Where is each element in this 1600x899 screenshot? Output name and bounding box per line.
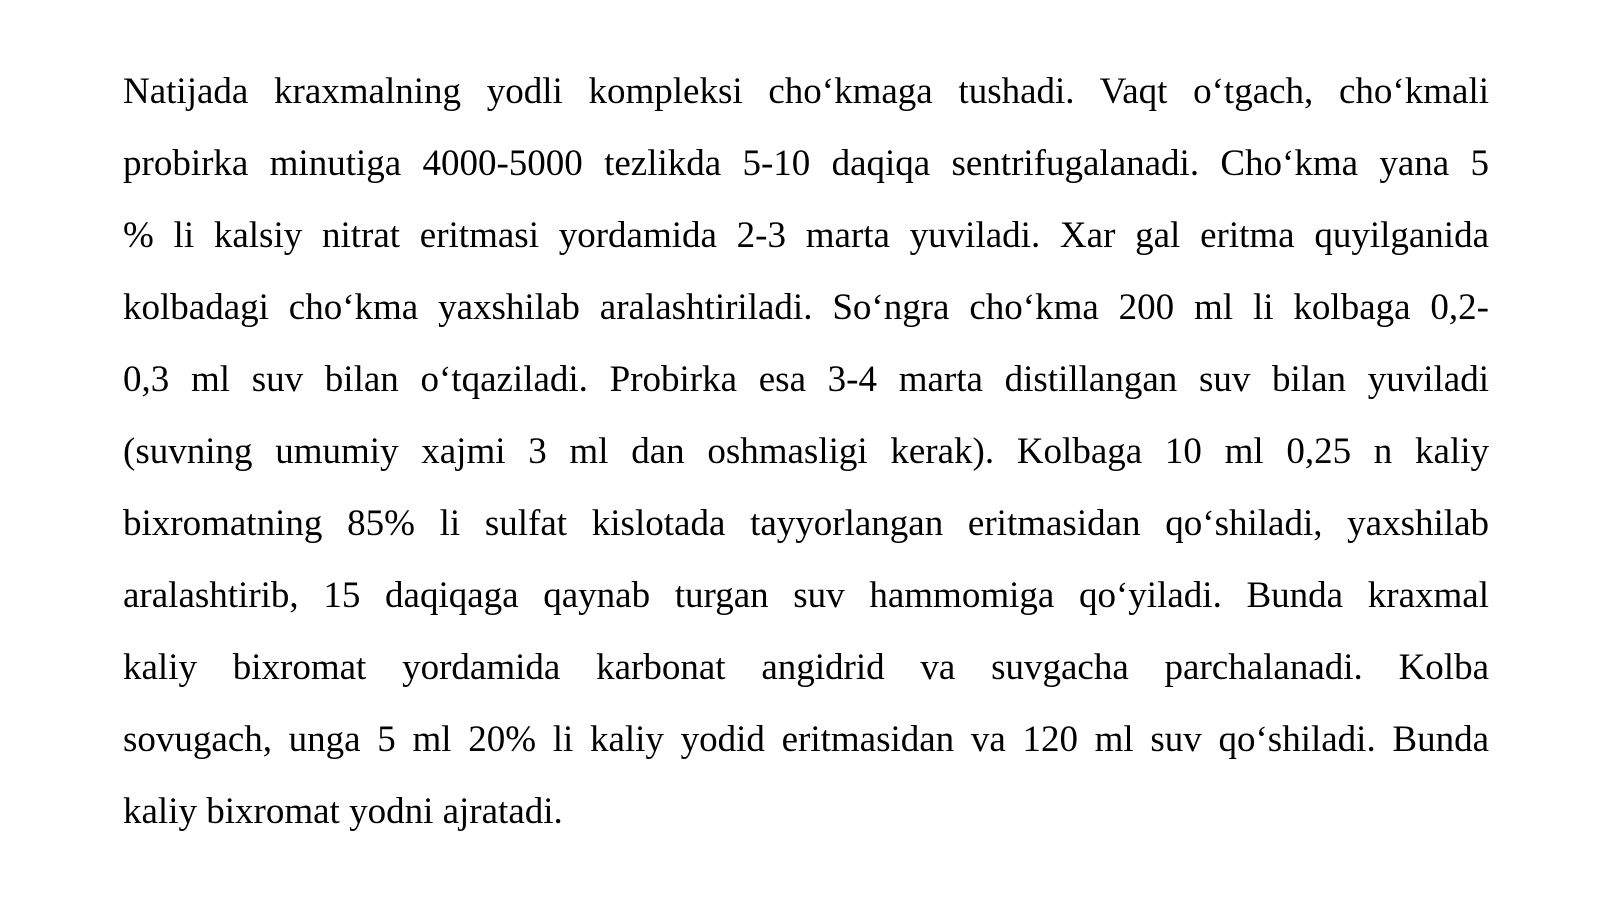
- paragraph-line: Natijada kraxmalning yodli kompleksi cho‘kmaga tushadi. Vaqt o‘tgach, cho‘kmali: [123, 71, 1489, 112]
- body-paragraph: [123, 56, 1489, 848]
- paragraph-line: 0,3 ml suv bilan o‘tqaziladi. Probirka esa 3-4 marta distillangan suv bilan yuviladi: [123, 359, 1489, 400]
- paragraph-line: kaliy bixromat yordamida karbonat angidrid va suvgacha parchalanadi. Kolba: [123, 647, 1489, 688]
- paragraph-line: bixromatning 85% li sulfat kislotada tayyorlangan eritmasidan qo‘shiladi, yaxshilab: [123, 503, 1489, 544]
- paragraph-last-line: kaliy bixromat yodni ajratadi.: [123, 791, 563, 832]
- paragraph-line: probirka minutiga 4000-5000 tezlikda 5-10 daqiqa sentrifugalanadi. Cho‘kma yana 5: [123, 143, 1489, 184]
- paragraph-line: kolbadagi cho‘kma yaxshilab aralashtiriladi. So‘ngra cho‘kma 200 ml li kolbaga 0,2-: [123, 287, 1489, 328]
- paragraph-line: sovugach, unga 5 ml 20% li kaliy yodid eritmasidan va 120 ml suv qo‘shiladi. Bunda: [123, 719, 1489, 760]
- paragraph-line: aralashtirib, 15 daqiqaga qaynab turgan suv hammomiga qo‘yiladi. Bunda kraxmal: [123, 575, 1489, 616]
- paragraph-line: (suvning umumiy xajmi 3 ml dan oshmasligi kerak). Kolbaga 10 ml 0,25 n kaliy: [123, 431, 1489, 472]
- paragraph-line: % li kalsiy nitrat eritmasi yordamida 2-3 marta yuviladi. Xar gal eritma quyilganida: [123, 215, 1489, 256]
